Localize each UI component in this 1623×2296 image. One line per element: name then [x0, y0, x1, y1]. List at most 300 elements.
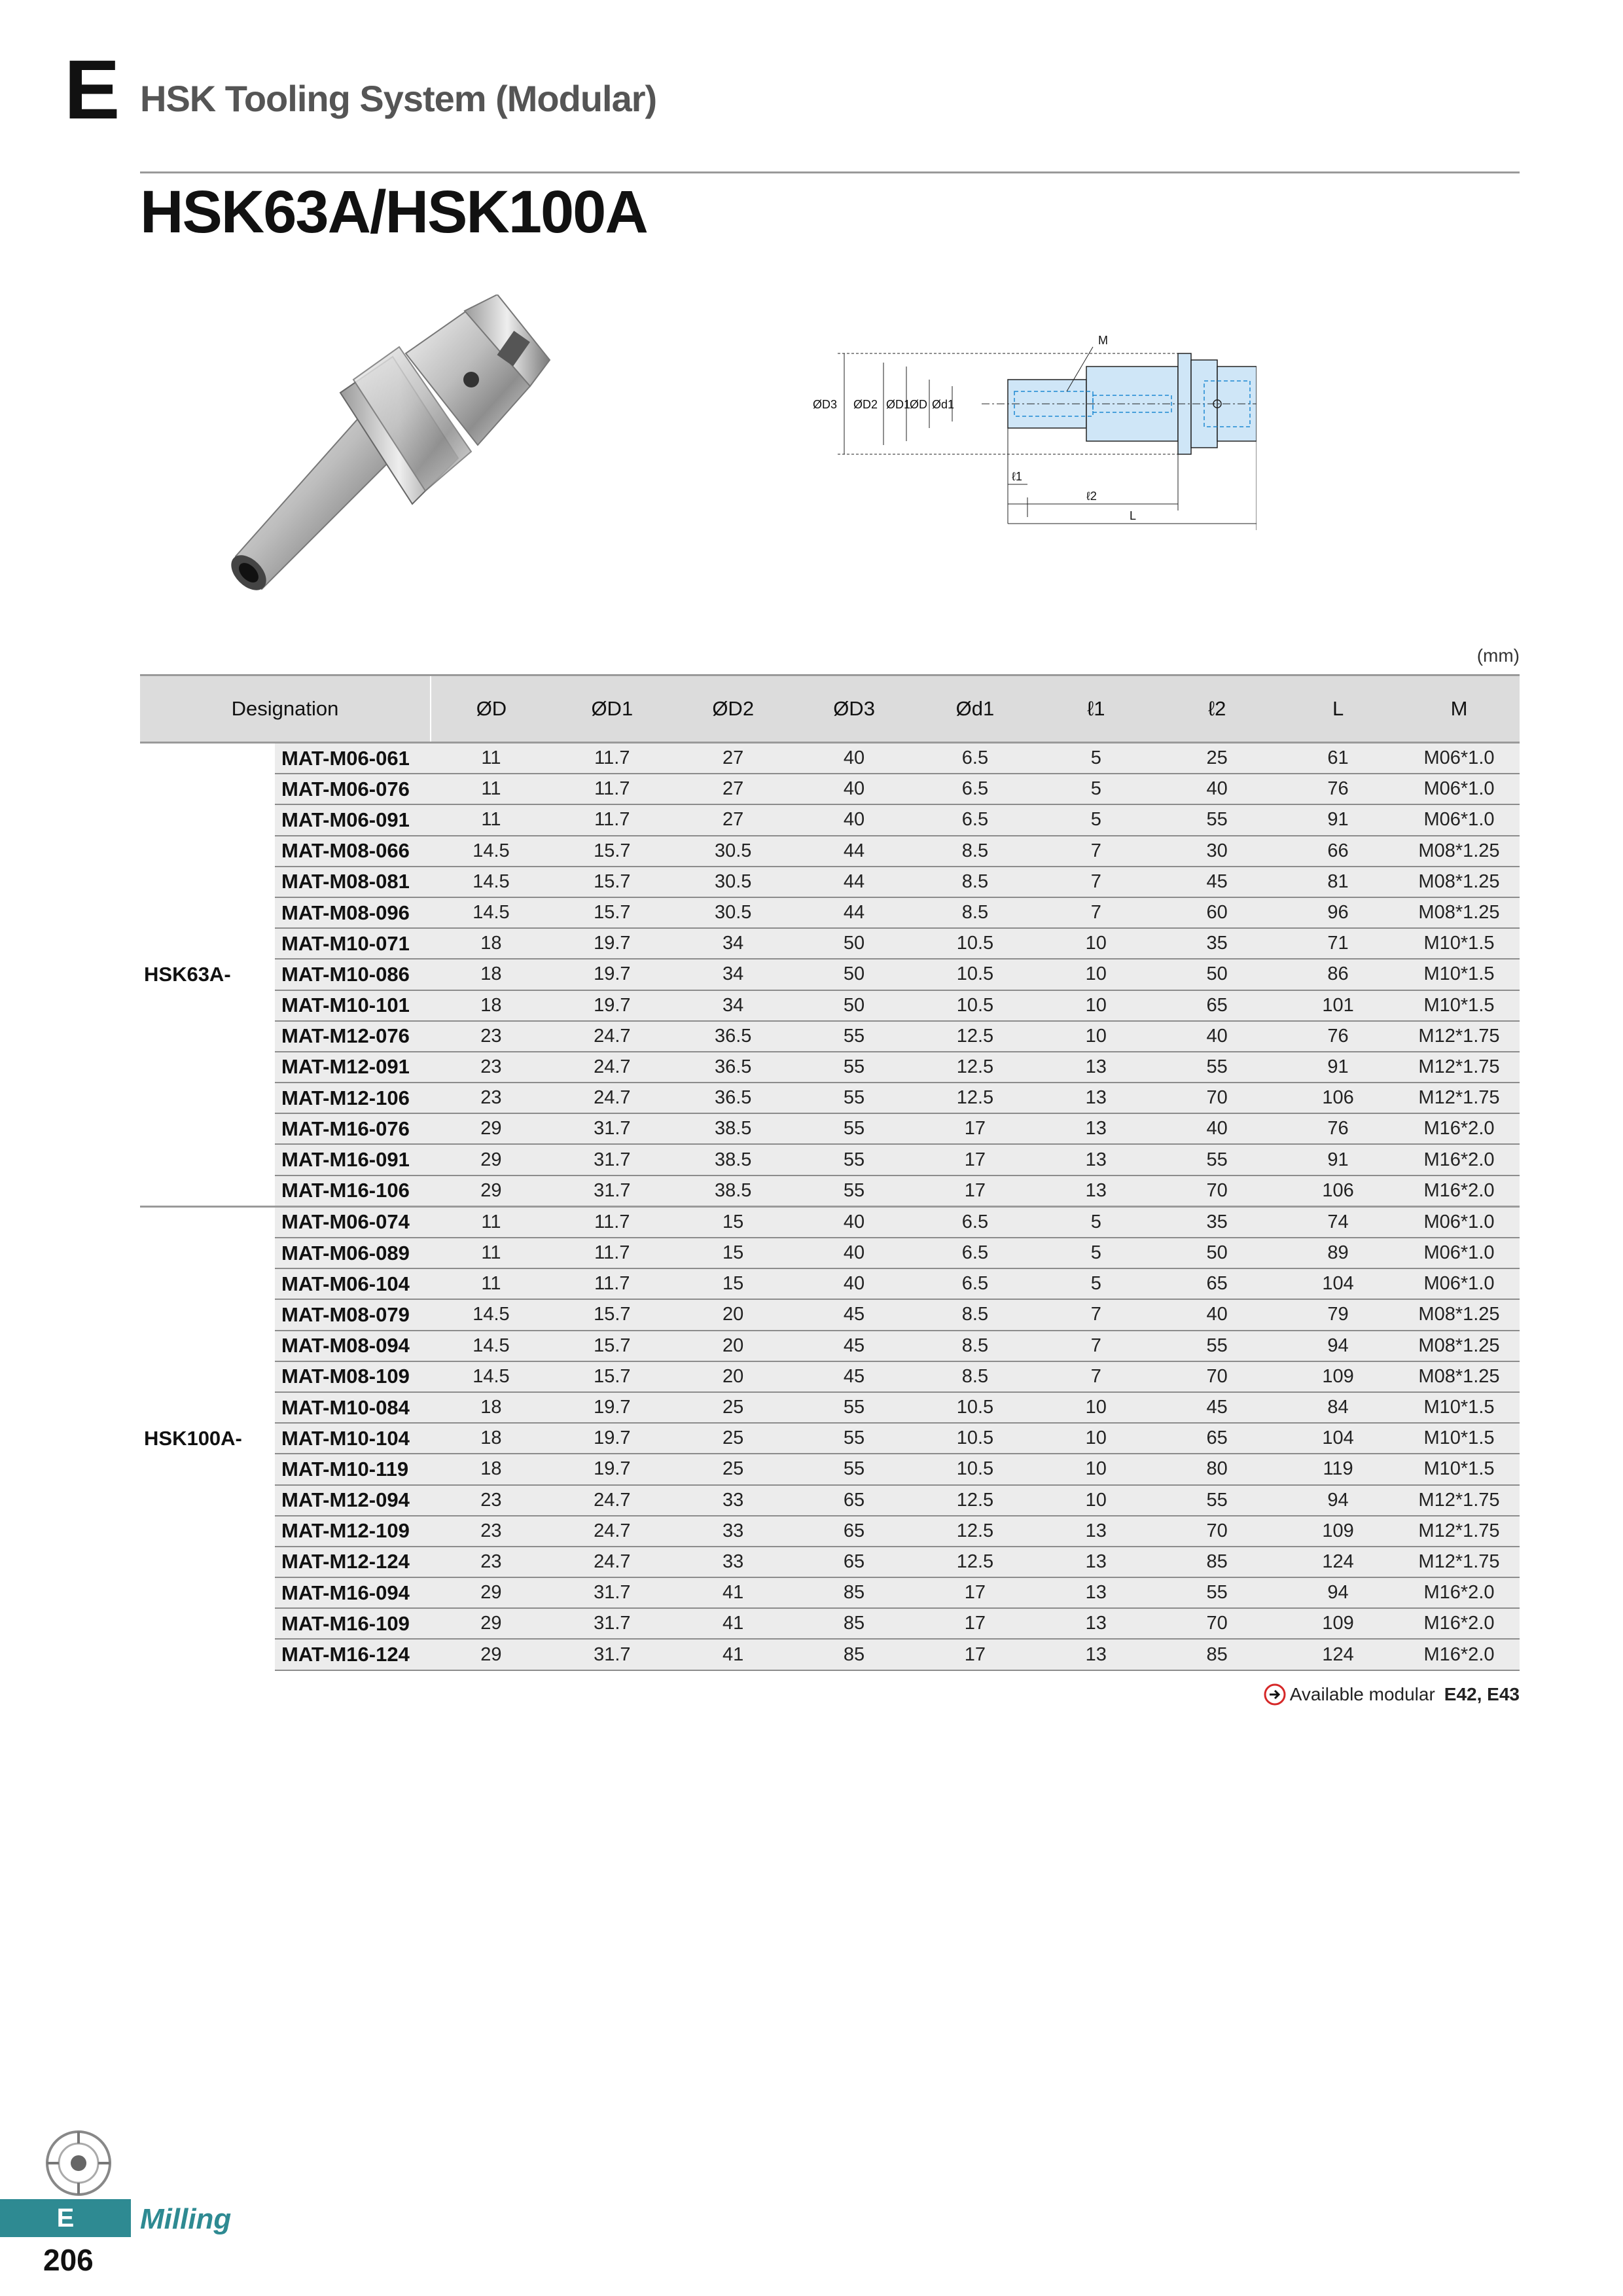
cell-small-d1: 8.5: [915, 1299, 1036, 1330]
cell-l1: 5: [1035, 1238, 1156, 1268]
cell-m: M06*1.0: [1399, 774, 1520, 804]
table-row: [140, 1238, 1520, 1268]
cell-small-d1: 17: [915, 1577, 1036, 1608]
cell-total-length: 74: [1277, 1206, 1399, 1238]
cell-m: M10*1.5: [1399, 928, 1520, 959]
product-photo: [223, 295, 681, 609]
cell-m: M16*2.0: [1399, 1608, 1520, 1639]
cell-l2: 45: [1156, 1392, 1277, 1423]
cell-d3: 85: [794, 1608, 915, 1639]
cell-designation: MAT-M06-061: [275, 743, 431, 774]
cell-l2: 55: [1156, 1144, 1277, 1175]
cell-small-d1: 17: [915, 1113, 1036, 1144]
cell-d: 18: [431, 1392, 552, 1423]
cell-d3: 65: [794, 1516, 915, 1547]
cell-d: 29: [431, 1144, 552, 1175]
table-row: [140, 836, 1520, 867]
cell-d3: 55: [794, 1052, 915, 1083]
cell-l1: 7: [1035, 897, 1156, 928]
product-title: HSK63A/HSK100A: [140, 179, 647, 245]
cell-total-length: 89: [1277, 1238, 1399, 1268]
dim-label-l2: ℓ2: [1086, 490, 1097, 503]
cell-d3: 55: [794, 1175, 915, 1207]
cell-d1: 15.7: [552, 1361, 673, 1392]
cell-small-d1: 6.5: [915, 743, 1036, 774]
dim-label-d1: ØD1: [886, 398, 911, 411]
cell-designation: MAT-M16-106: [275, 1175, 431, 1207]
cell-small-d1: 10.5: [915, 990, 1036, 1021]
cell-m: M10*1.5: [1399, 959, 1520, 990]
cell-l2: 40: [1156, 1021, 1277, 1052]
cell-d3: 65: [794, 1485, 915, 1516]
cell-m: M10*1.5: [1399, 1454, 1520, 1484]
cell-total-length: 76: [1277, 774, 1399, 804]
cell-l2: 85: [1156, 1547, 1277, 1577]
cell-l1: 13: [1035, 1144, 1156, 1175]
cell-m: M06*1.0: [1399, 804, 1520, 835]
cell-d2: 34: [673, 959, 794, 990]
cell-d1: 11.7: [552, 804, 673, 835]
cell-designation: MAT-M10-101: [275, 990, 431, 1021]
cell-d1: 11.7: [552, 774, 673, 804]
cell-total-length: 96: [1277, 897, 1399, 928]
table-row: [140, 1299, 1520, 1330]
cell-d1: 24.7: [552, 1485, 673, 1516]
cell-d: 23: [431, 1547, 552, 1577]
cell-d3: 45: [794, 1299, 915, 1330]
cell-d2: 20: [673, 1299, 794, 1330]
cell-d2: 33: [673, 1547, 794, 1577]
cell-l2: 35: [1156, 1206, 1277, 1238]
cell-total-length: 71: [1277, 928, 1399, 959]
dim-label-m: M: [1098, 334, 1108, 347]
cell-small-d1: 10.5: [915, 928, 1036, 959]
technical-drawing: [812, 321, 1257, 583]
cell-d2: 34: [673, 990, 794, 1021]
cell-d3: 55: [794, 1113, 915, 1144]
cell-d1: 11.7: [552, 743, 673, 774]
col-header-m: M: [1399, 675, 1520, 743]
cell-d: 14.5: [431, 1331, 552, 1361]
cell-d3: 40: [794, 743, 915, 774]
cell-small-d1: 12.5: [915, 1083, 1036, 1113]
table-row: [140, 1485, 1520, 1516]
cell-l1: 5: [1035, 804, 1156, 835]
cell-l2: 30: [1156, 836, 1277, 867]
cell-l2: 40: [1156, 774, 1277, 804]
cell-designation: MAT-M06-076: [275, 774, 431, 804]
cell-d: 18: [431, 1454, 552, 1484]
cell-d: 14.5: [431, 1361, 552, 1392]
cell-total-length: 124: [1277, 1547, 1399, 1577]
cell-d3: 40: [794, 1268, 915, 1299]
cell-m: M16*2.0: [1399, 1144, 1520, 1175]
cell-small-d1: 6.5: [915, 804, 1036, 835]
cell-d3: 55: [794, 1144, 915, 1175]
cell-l2: 50: [1156, 1238, 1277, 1268]
cell-m: M06*1.0: [1399, 1268, 1520, 1299]
cell-d3: 55: [794, 1454, 915, 1484]
cell-d3: 40: [794, 1206, 915, 1238]
cell-l2: 70: [1156, 1516, 1277, 1547]
cell-m: M10*1.5: [1399, 1423, 1520, 1454]
dim-label-l1: ℓ1: [1012, 470, 1022, 483]
cell-d3: 40: [794, 774, 915, 804]
cell-d1: 24.7: [552, 1516, 673, 1547]
cell-designation: MAT-M16-091: [275, 1144, 431, 1175]
cell-l1: 10: [1035, 1423, 1156, 1454]
cell-d: 11: [431, 1268, 552, 1299]
col-header-d1: ØD1: [552, 675, 673, 743]
cell-d2: 41: [673, 1639, 794, 1670]
cell-designation: MAT-M08-081: [275, 867, 431, 897]
cell-l2: 25: [1156, 743, 1277, 774]
cell-total-length: 106: [1277, 1175, 1399, 1207]
cell-l2: 65: [1156, 990, 1277, 1021]
cell-d2: 36.5: [673, 1083, 794, 1113]
cell-l2: 65: [1156, 1423, 1277, 1454]
cell-m: M12*1.75: [1399, 1547, 1520, 1577]
cell-l2: 35: [1156, 928, 1277, 959]
page-number: 206: [43, 2243, 94, 2277]
cell-d3: 55: [794, 1423, 915, 1454]
cell-d: 29: [431, 1608, 552, 1639]
cell-m: M08*1.25: [1399, 836, 1520, 867]
cell-d1: 15.7: [552, 897, 673, 928]
table-row: [140, 1516, 1520, 1547]
cell-l1: 10: [1035, 1454, 1156, 1484]
spec-table: [140, 674, 1520, 1671]
cell-d: 14.5: [431, 836, 552, 867]
cell-d: 23: [431, 1021, 552, 1052]
cell-l2: 65: [1156, 1268, 1277, 1299]
table-row: [140, 804, 1520, 835]
cell-designation: MAT-M08-079: [275, 1299, 431, 1330]
table-row: [140, 1577, 1520, 1608]
cell-d1: 24.7: [552, 1021, 673, 1052]
cell-d1: 15.7: [552, 867, 673, 897]
cell-d3: 44: [794, 836, 915, 867]
cell-d: 11: [431, 804, 552, 835]
cell-d2: 38.5: [673, 1144, 794, 1175]
table-header-row: [140, 675, 1520, 743]
cell-total-length: 91: [1277, 1144, 1399, 1175]
cell-d1: 19.7: [552, 1454, 673, 1484]
cell-m: M06*1.0: [1399, 1238, 1520, 1268]
cell-d3: 44: [794, 897, 915, 928]
cell-l1: 10: [1035, 928, 1156, 959]
section-title: HSK Tooling System (Modular): [140, 78, 657, 119]
cell-l1: 5: [1035, 774, 1156, 804]
cell-d2: 34: [673, 928, 794, 959]
cell-d3: 85: [794, 1577, 915, 1608]
cell-designation: MAT-M08-096: [275, 897, 431, 928]
cell-l1: 13: [1035, 1175, 1156, 1207]
table-row: [140, 1423, 1520, 1454]
cell-d2: 15: [673, 1268, 794, 1299]
cell-d1: 11.7: [552, 1206, 673, 1238]
cell-m: M08*1.25: [1399, 1299, 1520, 1330]
cell-d1: 24.7: [552, 1083, 673, 1113]
cell-total-length: 109: [1277, 1361, 1399, 1392]
cell-small-d1: 17: [915, 1144, 1036, 1175]
footer-section-name: Milling: [140, 2203, 232, 2235]
cell-d1: 31.7: [552, 1113, 673, 1144]
cell-d1: 31.7: [552, 1577, 673, 1608]
header-divider: [140, 171, 1520, 173]
table-row: [140, 1083, 1520, 1113]
cell-l2: 55: [1156, 1577, 1277, 1608]
cell-designation: MAT-M16-109: [275, 1608, 431, 1639]
table-row: [140, 990, 1520, 1021]
cell-d: 23: [431, 1083, 552, 1113]
cell-small-d1: 8.5: [915, 867, 1036, 897]
cell-d: 11: [431, 743, 552, 774]
cell-d1: 31.7: [552, 1175, 673, 1207]
cell-d1: 15.7: [552, 1299, 673, 1330]
cell-d1: 19.7: [552, 990, 673, 1021]
cell-total-length: 109: [1277, 1608, 1399, 1639]
cell-d2: 30.5: [673, 836, 794, 867]
cell-l1: 7: [1035, 867, 1156, 897]
cell-d1: 15.7: [552, 836, 673, 867]
cell-m: M12*1.75: [1399, 1021, 1520, 1052]
cell-d2: 38.5: [673, 1113, 794, 1144]
cell-l1: 13: [1035, 1083, 1156, 1113]
table-row: [140, 959, 1520, 990]
cell-d: 11: [431, 1238, 552, 1268]
cell-l2: 80: [1156, 1454, 1277, 1484]
cell-l1: 10: [1035, 959, 1156, 990]
table-row: [140, 1113, 1520, 1144]
cell-designation: MAT-M12-091: [275, 1052, 431, 1083]
cell-m: M12*1.75: [1399, 1485, 1520, 1516]
cell-d: 23: [431, 1052, 552, 1083]
cell-d2: 41: [673, 1608, 794, 1639]
cell-designation: MAT-M08-109: [275, 1361, 431, 1392]
cell-total-length: 109: [1277, 1516, 1399, 1547]
cell-d2: 27: [673, 804, 794, 835]
cell-small-d1: 10.5: [915, 1392, 1036, 1423]
cell-d2: 36.5: [673, 1021, 794, 1052]
group-label: HSK63A-: [140, 743, 275, 1207]
cell-d1: 24.7: [552, 1547, 673, 1577]
cell-total-length: 61: [1277, 743, 1399, 774]
cell-l1: 13: [1035, 1577, 1156, 1608]
cell-designation: MAT-M10-084: [275, 1392, 431, 1423]
dim-label-small-d1: Ød1: [932, 398, 955, 411]
cell-d: 14.5: [431, 897, 552, 928]
cell-small-d1: 12.5: [915, 1052, 1036, 1083]
cell-total-length: 79: [1277, 1299, 1399, 1330]
cell-m: M06*1.0: [1399, 1206, 1520, 1238]
cell-designation: MAT-M06-074: [275, 1206, 431, 1238]
cell-d1: 24.7: [552, 1052, 673, 1083]
cell-designation: MAT-M10-119: [275, 1454, 431, 1484]
table-row: [140, 1361, 1520, 1392]
section-letter: E: [64, 43, 120, 137]
cell-small-d1: 6.5: [915, 774, 1036, 804]
cell-small-d1: 12.5: [915, 1485, 1036, 1516]
cell-d2: 41: [673, 1577, 794, 1608]
cell-l1: 7: [1035, 1361, 1156, 1392]
cell-designation: MAT-M06-089: [275, 1238, 431, 1268]
cell-l1: 13: [1035, 1639, 1156, 1670]
col-header-total-length: L: [1277, 675, 1399, 743]
cell-m: M16*2.0: [1399, 1639, 1520, 1670]
dim-label-total-length: L: [1130, 509, 1137, 522]
cell-l1: 10: [1035, 1392, 1156, 1423]
col-header-d: ØD: [431, 675, 552, 743]
table-row: [140, 1608, 1520, 1639]
cell-l2: 40: [1156, 1299, 1277, 1330]
cell-d: 23: [431, 1485, 552, 1516]
cell-small-d1: 10.5: [915, 1454, 1036, 1484]
table-row: [140, 867, 1520, 897]
cell-small-d1: 17: [915, 1608, 1036, 1639]
cell-total-length: 106: [1277, 1083, 1399, 1113]
cell-small-d1: 12.5: [915, 1516, 1036, 1547]
cell-l2: 85: [1156, 1639, 1277, 1670]
cell-d3: 55: [794, 1392, 915, 1423]
cell-l1: 5: [1035, 743, 1156, 774]
cell-d3: 40: [794, 804, 915, 835]
cell-d1: 19.7: [552, 928, 673, 959]
cell-l2: 55: [1156, 804, 1277, 835]
cell-d2: 25: [673, 1423, 794, 1454]
cell-designation: MAT-M16-124: [275, 1639, 431, 1670]
cell-d: 23: [431, 1516, 552, 1547]
cell-d2: 38.5: [673, 1175, 794, 1207]
cell-d: 14.5: [431, 1299, 552, 1330]
arrow-circle-icon: [1264, 1683, 1286, 1706]
cell-l1: 7: [1035, 1299, 1156, 1330]
unit-label: (mm): [1476, 645, 1520, 666]
cell-designation: MAT-M10-071: [275, 928, 431, 959]
cell-total-length: 76: [1277, 1021, 1399, 1052]
cell-small-d1: 6.5: [915, 1206, 1036, 1238]
cell-d: 18: [431, 990, 552, 1021]
cell-total-length: 94: [1277, 1331, 1399, 1361]
modular-note-refs: E42, E43: [1444, 1684, 1520, 1704]
dim-label-d3: ØD3: [813, 398, 838, 411]
cell-designation: MAT-M16-094: [275, 1577, 431, 1608]
cell-small-d1: 12.5: [915, 1021, 1036, 1052]
group-label: HSK100A-: [140, 1206, 275, 1670]
cell-d3: 50: [794, 928, 915, 959]
cell-total-length: 119: [1277, 1454, 1399, 1484]
cell-m: M12*1.75: [1399, 1052, 1520, 1083]
cell-small-d1: 6.5: [915, 1238, 1036, 1268]
col-header-designation: Designation: [140, 675, 431, 743]
table-row: [140, 743, 1520, 774]
cell-l2: 55: [1156, 1331, 1277, 1361]
cell-d3: 45: [794, 1361, 915, 1392]
cell-designation: MAT-M08-094: [275, 1331, 431, 1361]
cell-l1: 13: [1035, 1547, 1156, 1577]
cell-l1: 5: [1035, 1206, 1156, 1238]
table-row: [140, 1052, 1520, 1083]
cell-d2: 33: [673, 1485, 794, 1516]
cell-d2: 30.5: [673, 867, 794, 897]
cell-total-length: 124: [1277, 1639, 1399, 1670]
cell-designation: MAT-M06-104: [275, 1268, 431, 1299]
cell-total-length: 76: [1277, 1113, 1399, 1144]
table-row: [140, 1547, 1520, 1577]
cell-d3: 65: [794, 1547, 915, 1577]
cell-d: 29: [431, 1175, 552, 1207]
cell-small-d1: 10.5: [915, 959, 1036, 990]
cell-d3: 85: [794, 1639, 915, 1670]
cell-d2: 20: [673, 1361, 794, 1392]
cell-m: M16*2.0: [1399, 1175, 1520, 1207]
cell-d2: 25: [673, 1454, 794, 1484]
cell-total-length: 104: [1277, 1423, 1399, 1454]
cell-d: 18: [431, 959, 552, 990]
cell-l2: 45: [1156, 867, 1277, 897]
cell-l2: 55: [1156, 1052, 1277, 1083]
cell-d3: 50: [794, 990, 915, 1021]
col-header-small-d1: Ød1: [915, 675, 1036, 743]
cell-total-length: 94: [1277, 1577, 1399, 1608]
cell-m: M12*1.75: [1399, 1516, 1520, 1547]
col-header-d3: ØD3: [794, 675, 915, 743]
cell-d3: 55: [794, 1021, 915, 1052]
cell-l1: 13: [1035, 1516, 1156, 1547]
cell-d2: 36.5: [673, 1052, 794, 1083]
cell-m: M10*1.5: [1399, 1392, 1520, 1423]
cell-l1: 10: [1035, 990, 1156, 1021]
cell-l1: 13: [1035, 1052, 1156, 1083]
cell-total-length: 86: [1277, 959, 1399, 990]
cell-d2: 27: [673, 774, 794, 804]
cell-m: M08*1.25: [1399, 1361, 1520, 1392]
cell-total-length: 101: [1277, 990, 1399, 1021]
cell-small-d1: 10.5: [915, 1423, 1036, 1454]
cell-m: M12*1.75: [1399, 1083, 1520, 1113]
cell-designation: MAT-M12-106: [275, 1083, 431, 1113]
cell-m: M06*1.0: [1399, 743, 1520, 774]
cell-small-d1: 8.5: [915, 897, 1036, 928]
cell-l2: 70: [1156, 1608, 1277, 1639]
modular-note: [1230, 1683, 1520, 1706]
table-row: [140, 928, 1520, 959]
cell-total-length: 91: [1277, 1052, 1399, 1083]
table-row: [140, 1639, 1520, 1670]
cell-d3: 50: [794, 959, 915, 990]
table-row: [140, 774, 1520, 804]
cell-d3: 40: [794, 1238, 915, 1268]
dim-label-d: ØD: [910, 398, 927, 411]
cell-l2: 70: [1156, 1361, 1277, 1392]
table-row: [140, 1454, 1520, 1484]
table-row: [140, 897, 1520, 928]
cell-designation: MAT-M12-109: [275, 1516, 431, 1547]
cell-l2: 70: [1156, 1175, 1277, 1207]
cell-small-d1: 12.5: [915, 1547, 1036, 1577]
footer-section-tab: E: [0, 2199, 131, 2237]
cell-l2: 60: [1156, 897, 1277, 928]
cell-small-d1: 8.5: [915, 836, 1036, 867]
cell-d1: 11.7: [552, 1238, 673, 1268]
dim-label-d2: ØD2: [853, 398, 878, 411]
cell-d1: 31.7: [552, 1639, 673, 1670]
cell-l1: 13: [1035, 1113, 1156, 1144]
cell-total-length: 66: [1277, 836, 1399, 867]
cell-designation: MAT-M06-091: [275, 804, 431, 835]
cell-total-length: 91: [1277, 804, 1399, 835]
cell-d2: 33: [673, 1516, 794, 1547]
